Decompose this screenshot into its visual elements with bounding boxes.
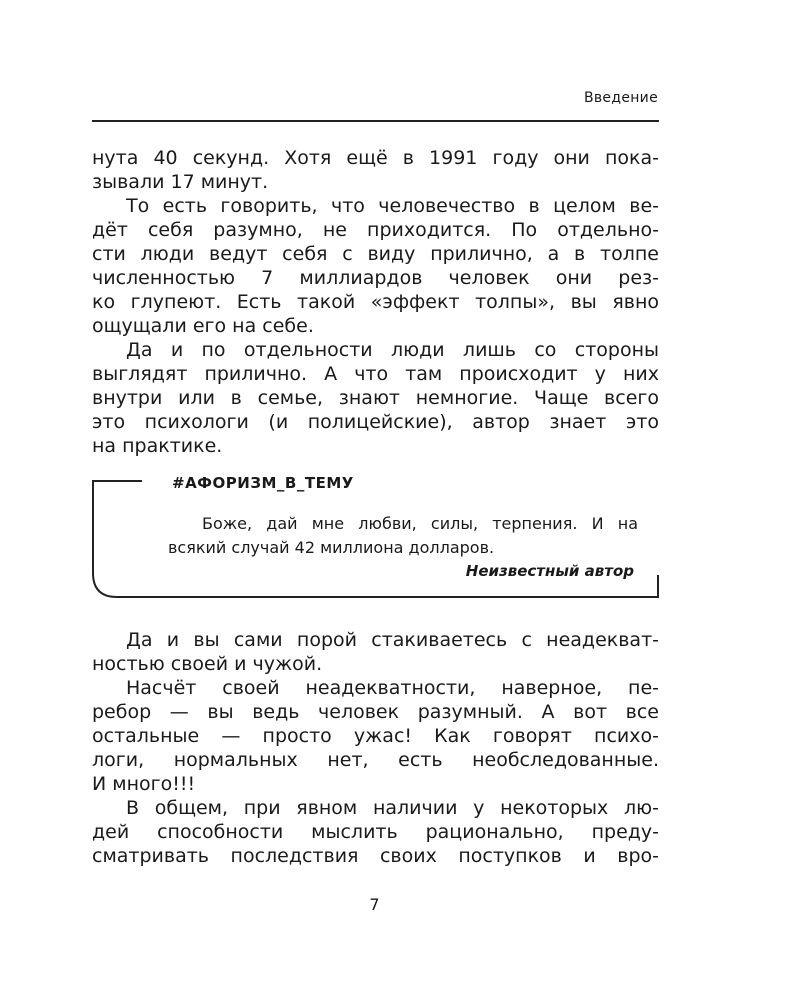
body-text-top	[92, 146, 659, 458]
text-line: на практике.	[92, 435, 223, 457]
text-line: ребор — вы ведь человек разумный. А вот все	[92, 701, 659, 723]
aphorism-title: #АФОРИЗМ_В_ТЕМУ	[172, 474, 354, 492]
text-line: выглядят прилично. А что там происходит у них	[92, 363, 659, 385]
text-line: То есть говорить, что человечество в целом ве-	[126, 195, 659, 217]
text-line: Насчёт своей неадекватности, наверное, пе-	[126, 677, 659, 699]
running-head: Введение	[583, 90, 658, 106]
aphorism-box	[92, 474, 659, 598]
text-line: Да и вы сами порой стакиваетесь с неадекват-	[126, 629, 659, 651]
text-line: внутри или в семье, знают немногие. Чаще всего	[92, 387, 659, 409]
text-line: остальные — просто ужас! Как говорят психо-	[92, 725, 659, 747]
text-line: Да и по отдельности люди лишь со стороны	[126, 339, 659, 361]
text-line: это психологи (и полицейские), автор знает это	[92, 411, 659, 433]
paragraph	[92, 628, 659, 676]
paragraph	[92, 796, 659, 868]
quote-line: всякий случай 42 миллиона долларов.	[168, 538, 495, 557]
text-line: В общем, при явном наличии у некоторых лю-	[126, 797, 659, 819]
text-line: сматривать последствия своих поступков и вро-	[92, 845, 659, 867]
paragraph	[92, 194, 659, 338]
text-line: ко глупеют. Есть такой «эффект толпы», вы явно	[92, 291, 659, 313]
text-line: логи, нормальных нет, есть необследованные.	[92, 749, 659, 771]
paragraph	[92, 676, 659, 796]
text-line: ностью своей и чужой.	[92, 653, 323, 675]
text-line: ощущали его на себе.	[92, 315, 314, 337]
text-line: сти люди ведут себя с виду прилично, а в толпе	[92, 243, 659, 265]
text-line: численностью 7 миллиардов человек они рез-	[92, 267, 659, 289]
quote-line: Боже, дай мне любви, силы, терпения. И на	[202, 514, 638, 533]
text-line: дёт себя разумно, не приходится. По отдельно-	[92, 219, 659, 241]
paragraph	[92, 146, 659, 194]
header-rule	[92, 120, 659, 122]
text-line: нута 40 секунд. Хотя ещё в 1991 году они пока-	[92, 147, 659, 169]
page-number: 7	[369, 895, 380, 914]
text-line: дей способности мыслить рационально, преду-	[92, 821, 659, 843]
paragraph	[92, 338, 659, 458]
aphorism-author: Неизвестный автор	[465, 562, 634, 580]
text-line: И много!!!	[92, 773, 196, 795]
text-line: зывали 17 минут.	[92, 171, 269, 193]
body-text-bottom	[92, 628, 659, 868]
aphorism-quote	[168, 512, 638, 560]
